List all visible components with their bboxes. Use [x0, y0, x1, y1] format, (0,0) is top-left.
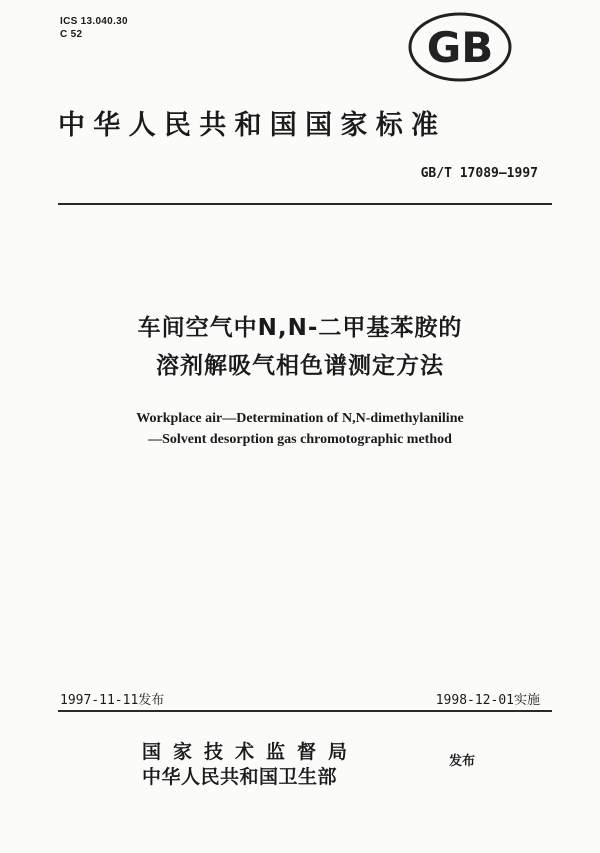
- gb-logo: [408, 12, 512, 82]
- footer-divider: [58, 710, 552, 712]
- implementation-date: 1998-12-01实施: [435, 693, 540, 708]
- national-standard-title: 中华人民共和国国家标准: [58, 110, 447, 141]
- ccs-code: C 52: [60, 29, 83, 40]
- header-divider: [58, 203, 552, 205]
- standard-number: GB/T 17089—1997: [420, 166, 538, 181]
- publisher-line2: 中华人民共和国卫生部: [142, 766, 338, 788]
- title-cn-line1: 车间空气中N,N-二甲基苯胺的: [137, 315, 463, 341]
- issue-date: 1997-11-11发布: [60, 693, 165, 708]
- title-cn-line2: 溶剂解吸气相色谱测定方法: [156, 353, 444, 379]
- ics-code: ICS 13.040.30: [60, 16, 128, 27]
- title-en-line2: —Solvent desorption gas chromotographic method: [148, 432, 452, 447]
- logo-text: GB: [426, 23, 494, 72]
- publish-label: 发布: [449, 754, 476, 769]
- publisher-line1: 国家技术监督局: [142, 741, 360, 763]
- title-en-line1: Workplace air—Determination of N,N-dimethylaniline: [136, 411, 464, 426]
